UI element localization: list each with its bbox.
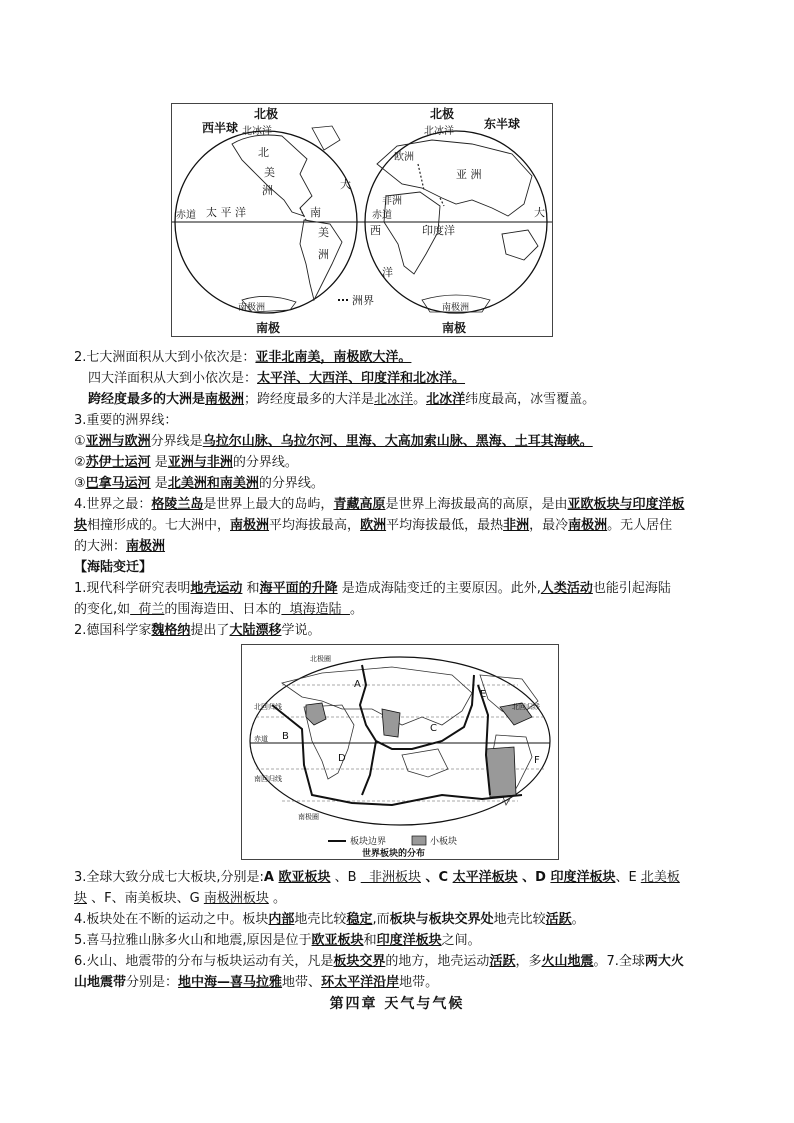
longitude-line: 跨经度最多的大洲是南极洲；跨经度最多的大洋是北冰洋。北冰洋纬度最高，冰雪覆盖。	[88, 392, 596, 407]
panama-line: ③巴拿马运河 是北美洲和南美洲的分界线。	[74, 476, 324, 491]
south-pole-right-label: 南极	[442, 321, 467, 335]
europe-label: 欧洲	[394, 152, 414, 163]
asia-label: 亚 洲	[456, 168, 482, 181]
africa-label: 非洲	[382, 196, 402, 207]
tropic-cancer-left-label: 北回归线	[254, 703, 282, 711]
legend-small-plate-label: 小板块	[430, 837, 458, 847]
atlantic-char-ocean: 洋	[382, 266, 393, 279]
antarctic-circle-label: 南极圈	[298, 813, 319, 821]
north-america-char1: 北	[258, 146, 269, 159]
seven-plates-line-1: 3.全球大致分成七大板块,分别是:A 欧亚板块 、B 非洲板块 、C 太平洋板块 、D 印度洋板块、E 北美板	[74, 870, 680, 885]
volcano-belt-line-2: 山地震带分别是：地中海—喜马拉雅地带、环太平洋沿岸地带。	[74, 975, 439, 990]
atlantic-char-west: 西	[370, 224, 381, 237]
south-america-char3: 洲	[318, 248, 329, 261]
continent-area-line: 2.七大洲面积从大到小依次是：亚非北南美，南极欧大洋。	[74, 350, 412, 365]
suez-line: ②苏伊士运河 是亚洲与非洲的分界线。	[74, 455, 298, 470]
north-america-char3: 洲	[262, 184, 273, 197]
sea-land-example-line: 的变化,如 荷兰的围海造田、日本的 填海造陆 。	[74, 602, 363, 617]
north-pole-left-label: 北极	[254, 107, 279, 121]
arctic-circle-label: 北极圈	[310, 655, 331, 663]
north-america-char2: 美	[264, 166, 275, 179]
plate-a-label: A	[354, 679, 361, 690]
south-america-char1: 南	[310, 206, 321, 219]
tropic-cancer-right-label: 北回归线	[512, 703, 540, 711]
east-hemisphere-label: 东半球	[484, 117, 521, 131]
equator-left-label: 赤道	[176, 210, 196, 221]
atlantic-char-big-right: 大	[534, 206, 545, 219]
hemispheres-map	[171, 103, 553, 337]
arctic-ocean-left-label: 北冰洋	[242, 126, 272, 137]
antarctica-left-label: 南极洲	[238, 303, 266, 313]
seven-plates-line-2: 块 、F、南美板块、G 南极洲板块 。	[74, 891, 286, 906]
plates-map-caption: 世界板块的分布	[362, 849, 426, 859]
plate-b-label: B	[282, 731, 289, 742]
wegener-line: 2.德国科学家魏格纳提出了大陆漂移学说。	[74, 623, 321, 638]
tropic-capricorn-label: 南回归线	[254, 775, 282, 783]
uninhabited-line: 的大洲：南极洲	[74, 539, 166, 554]
boundary-legend-label: 洲界	[352, 294, 374, 307]
antarctica-right-label: 南极洲	[442, 303, 470, 313]
asia-europe-boundary-line: ①亚洲与欧洲分界线是乌拉尔山脉、乌拉尔河、里海、大高加索山脉、黑海、土耳其海峡。	[74, 434, 593, 449]
atlantic-char-big-left: 大	[340, 178, 351, 191]
plate-f-label: F	[534, 755, 540, 766]
equator-right-label: 赤道	[372, 210, 392, 221]
himalaya-line: 5.喜马拉雅山脉多火山和地震,原因是位于欧亚板块和印度洋板块之间。	[74, 933, 481, 948]
indian-ocean-label: 印度洋	[422, 224, 455, 237]
sea-land-change-heading: 【海陆变迁】	[74, 560, 153, 575]
west-hemisphere-label: 西半球	[202, 121, 239, 135]
plate-motion-line: 4.板块处在不断的运动之中。板块内部地壳比较稳定,而板块与板块交界处地壳比较活跃。	[74, 912, 585, 927]
volcano-belt-line-1: 6.火山、地震带的分布与板块运动有关，凡是板块交界的地方，地壳运动活跃，多火山地震。7.全球两大火	[74, 954, 684, 969]
north-pole-right-label: 北极	[430, 107, 455, 121]
legend-boundary-label: 板块边界	[350, 837, 387, 847]
chapter-title: 第四章 天气与气候	[329, 996, 465, 1012]
south-america-char2: 美	[318, 226, 329, 239]
boundaries-heading: 3.重要的洲界线：	[74, 413, 178, 428]
ocean-area-line: 四大洋面积从大到小依次是：太平洋、大西洋、印度洋和北冰洋。	[88, 371, 466, 386]
world-records-line-2: 块相撞形成的。七大洲中，南极洲平均海拔最高，欧洲平均海拔最低，最热非洲，最冷南极洲。无人居住	[74, 518, 673, 533]
pacific-label: 太 平 洋	[206, 206, 246, 219]
sea-land-cause-line: 1.现代科学研究表明地壳运动 和海平面的升降 是造成海陆变迁的主要原因。此外,人类活动也能引起海陆	[74, 581, 671, 596]
equator-label: 赤道	[254, 735, 268, 743]
plates-map	[241, 644, 559, 860]
plate-e-label: E	[480, 689, 487, 700]
plate-d-label: D	[338, 753, 346, 764]
arctic-ocean-right-label: 北冰洋	[424, 126, 454, 137]
plate-c-label: C	[430, 723, 437, 734]
world-records-line-1: 4.世界之最：格陵兰岛是世界上最大的岛屿，青藏高原是世界上海拔最高的高原，是由亚欧板块与印度洋板	[74, 497, 685, 512]
south-pole-left-label: 南极	[256, 321, 281, 335]
